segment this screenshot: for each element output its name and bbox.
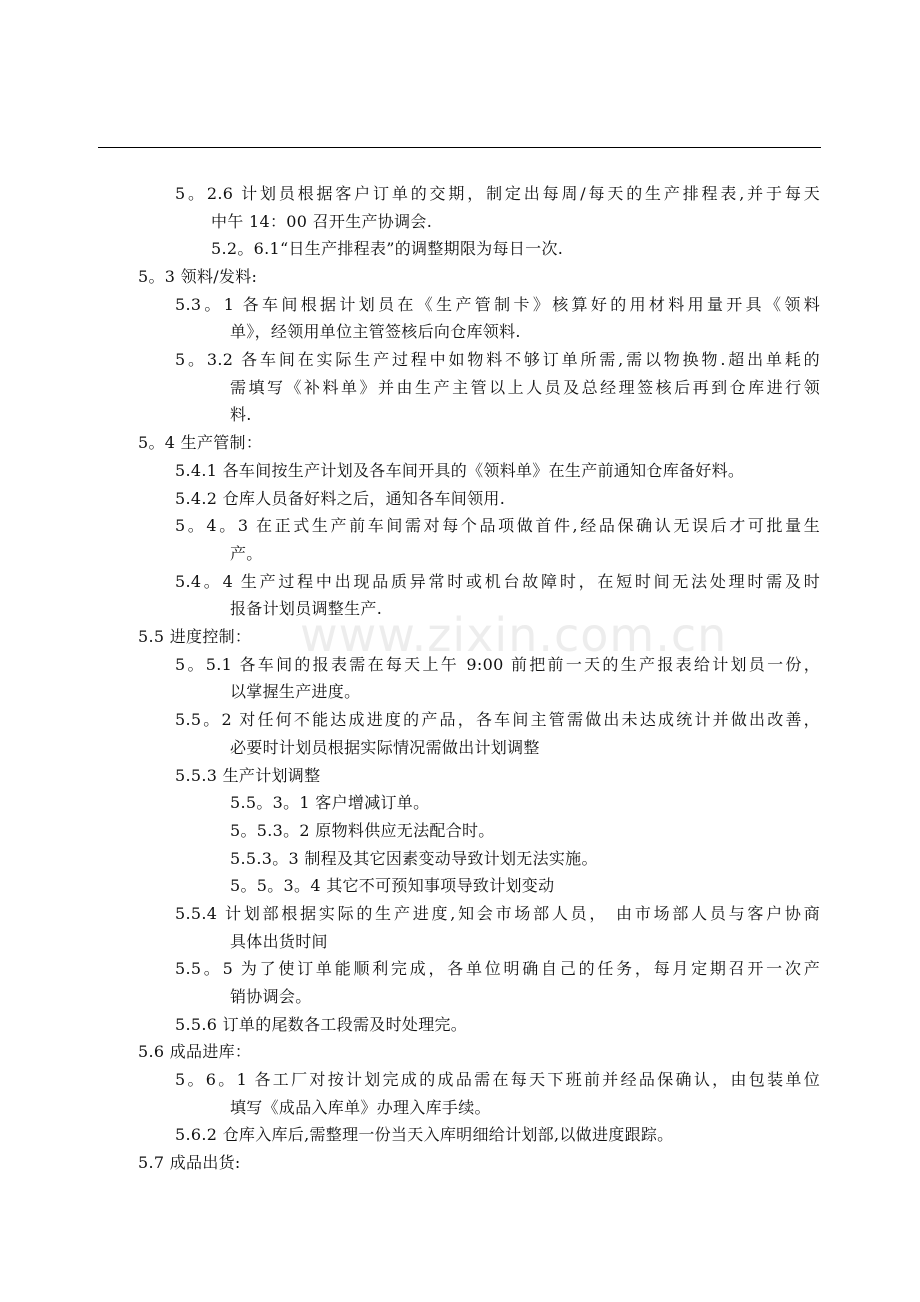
clause-5-5-1-line2: 以掌握生产进度。	[230, 682, 361, 701]
clause-5-4-4-line1: 5.4。4 生产过程中出现品质异常时或机台故障时，在短时间无法处理时需及时	[175, 572, 820, 591]
header-rule	[98, 147, 821, 148]
clause-5-5-4-line1: 5.5.4 计划部根据实际的生产进度,知会市场部人员， 由市场部人员与客户协商	[175, 904, 820, 923]
clause-5-2-6-line1: 5。2.6 计划员根据客户订单的交期，制定出每周/每天的生产排程表,并于每天	[175, 184, 820, 203]
clause-5-6-2: 5.6.2 仓库入库后,需整理一份当天入库明细给计划部,以做进度跟踪。	[175, 1125, 674, 1144]
clause-5-3-1-line2: 单》，经领用单位主管签核后向仓库领料.	[230, 322, 521, 341]
clause-5-6-1-line2: 填写《成品入库单》办理入库手续。	[230, 1098, 491, 1117]
clause-5-5-6: 5.5.6 订单的尾数各工段需及时处理完。	[175, 1015, 468, 1034]
clause-5-2-6-1: 5.2。6.1“日生产排程表”的调整期限为每日一次.	[211, 239, 564, 258]
clause-5-5-4-line2: 具体出货时间	[230, 932, 328, 951]
section-5-6-heading: 5.6 成品进库：	[138, 1042, 252, 1061]
clause-5-5-3-2: 5。5.3。2 原物料供应无法配合时。	[230, 821, 495, 840]
clause-5-6-1-line1: 5。6。1 各工厂对按计划完成的成品需在每天下班前并经品保确认，由包装单位	[175, 1070, 820, 1089]
clause-5-3-2-line3: 料.	[230, 405, 252, 424]
clause-5-5-3-3: 5.5.3。3 制程及其它因素变动导致计划无法实施。	[230, 849, 598, 868]
clause-5-4-3-line2: 产。	[230, 544, 263, 563]
clause-5-5-3: 5.5.3 生产计划调整	[175, 766, 321, 785]
section-5-5-heading: 5.5 进度控制：	[138, 627, 252, 646]
clause-5-4-1: 5.4.1 各车间按生产计划及各车间开具的《领料单》在生产前通知仓库备好料。	[175, 461, 745, 480]
clause-5-4-3-line1: 5。4。3 在正式生产前车间需对每个品项做首件,经品保确认无误后才可批量生	[175, 516, 820, 535]
clause-5-4-4-line2: 报备计划员调整生产.	[230, 599, 383, 618]
clause-5-3-1-line1: 5.3。1 各车间根据计划员在《生产管制卡》核算好的用材料用量开具《领料	[175, 295, 820, 314]
clause-5-3-2-line1: 5。3.2 各车间在实际生产过程中如物料不够订单所需,需以物换物.超出单耗的	[175, 350, 820, 369]
clause-5-5-2-line1: 5.5。2 对任何不能达成进度的产品，各车间主管需做出未达成统计并做出改善，	[175, 710, 820, 729]
clause-5-4-2: 5.4.2 仓库人员备好料之后，通知各车间领用.	[175, 489, 506, 508]
clause-5-3-2-line2: 需填写《补料单》并由生产主管以上人员及总经理签核后再到仓库进行领	[230, 378, 820, 397]
clause-5-5-2-line2: 必要时计划员根据实际情况需做出计划调整	[230, 738, 540, 757]
section-5-7-heading: 5.7 成品出货:	[138, 1153, 241, 1172]
watermark: www.zixin.com.cn	[300, 608, 728, 662]
clause-5-2-6-line2: 中午 14：00 召开生产协调会.	[211, 212, 433, 231]
clause-5-5-1-line1: 5。5.1 各车间的报表需在每天上午 9:00 前把前一天的生产报表给计划员一份，	[175, 655, 820, 674]
clause-5-5-5-line2: 销协调会。	[230, 987, 312, 1006]
clause-5-5-3-1: 5.5。3。1 客户增减订单。	[230, 793, 430, 812]
clause-5-5-3-4: 5。5。3。4 其它不可预知事项导致计划变动	[230, 876, 555, 895]
clause-5-5-5-line1: 5.5。5 为了使订单能顺利完成，各单位明确自己的任务，每月定期召开一次产	[175, 959, 820, 978]
section-5-3-heading: 5。3 领料/发料:	[138, 267, 258, 286]
section-5-4-heading: 5。4 生产管制：	[138, 433, 263, 452]
